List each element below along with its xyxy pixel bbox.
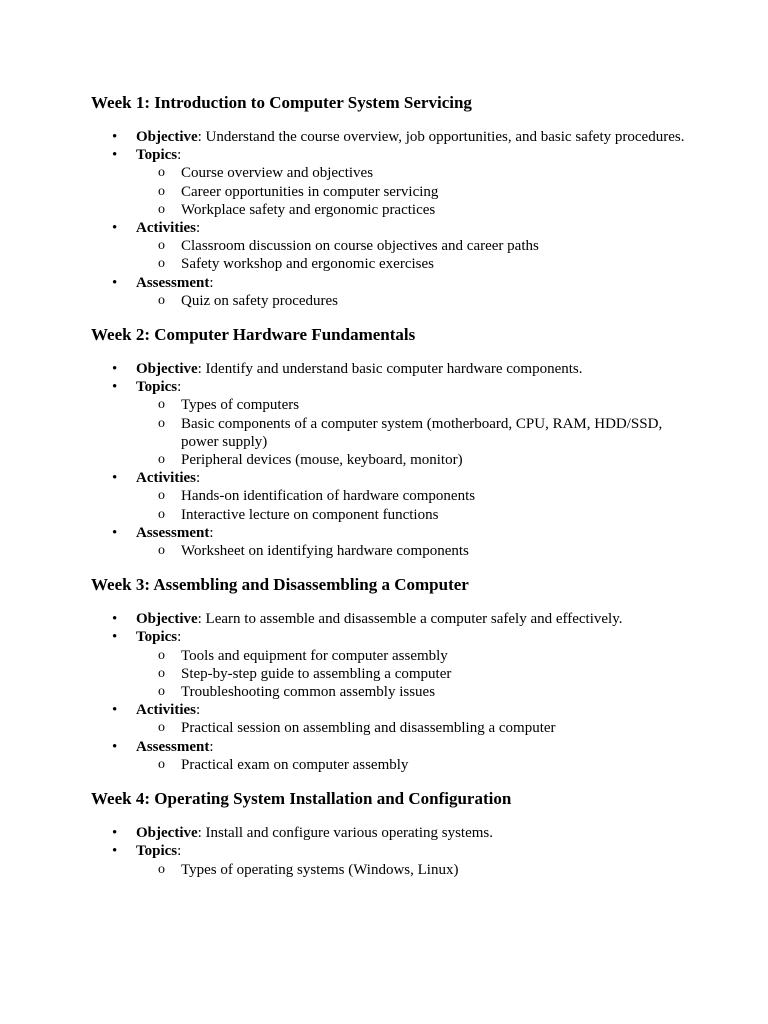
document-page xyxy=(91,92,691,893)
topics-item: • Topics: o Types of computers o Basic components of a computer system (motherboard, CPU, RAM, HDD/SSD, power supply) o Peripheral devices (mouse, keyboard, monitor) xyxy=(91,378,691,469)
list-item: o Tools and equipment for computer assembly xyxy=(136,647,691,665)
week-2-section xyxy=(91,324,691,560)
assessment-item: • Assessment: o Practical exam on computer assembly xyxy=(91,738,691,774)
list-item: o Practical session on assembling and disassembling a computer xyxy=(136,719,691,737)
list-item: o Hands-on identification of hardware components xyxy=(136,487,691,505)
objective-item xyxy=(91,128,691,146)
assessment-list xyxy=(136,756,691,774)
list-item: o Safety workshop and ergonomic exercises xyxy=(136,255,691,273)
list-item: o Basic components of a computer system (motherboard, CPU, RAM, HDD/SSD, power supply) xyxy=(136,415,691,451)
topics-item: • Topics: o Types of operating systems (Windows, Linux) xyxy=(91,842,691,878)
list-item: o Interactive lecture on component functions xyxy=(136,506,691,524)
list-item: o Practical exam on computer assembly xyxy=(136,756,691,774)
list-item: o Troubleshooting common assembly issues xyxy=(136,683,691,701)
list-item: o Classroom discussion on course objectives and career paths xyxy=(136,237,691,255)
list-item: o Course overview and objectives xyxy=(136,164,691,182)
week-heading: Week 4: Operating System Installation and Configuration xyxy=(91,789,512,809)
objective-label: Objective xyxy=(136,825,198,842)
section-list xyxy=(91,128,691,310)
list-item: o Worksheet on identifying hardware components xyxy=(136,542,691,560)
activities-list xyxy=(136,487,691,523)
objective-text: : Install and configure various operating systems. xyxy=(197,825,493,842)
topics-item: • Topics: o Course overview and objectives o Career opportunities in computer servicing o Workplace safety and ergonomic practices xyxy=(91,146,691,219)
objective-item xyxy=(91,610,691,628)
list-item: o Types of computers xyxy=(136,396,691,414)
week-heading: Week 2: Computer Hardware Fundamentals xyxy=(91,325,416,345)
week-1-section xyxy=(91,92,691,310)
assessment-list xyxy=(136,292,691,310)
objective-text: : Understand the course overview, job opportunities, and basic safety procedures. xyxy=(197,129,685,145)
topics-label: Topics xyxy=(136,379,178,396)
section-list xyxy=(91,360,691,560)
topics-item: • Topics: o Tools and equipment for computer assembly o Step-by-step guide to assembling a computer o Troubleshooting common assembly issues xyxy=(91,628,691,701)
activities-item: • Activities: o Hands-on identification of hardware components o Interactive lecture on component functions xyxy=(91,469,691,524)
week-3-section xyxy=(91,574,691,774)
assessment-label: Assessment xyxy=(136,524,210,541)
topics-label: Topics xyxy=(136,629,178,646)
activities-list xyxy=(136,719,691,737)
section-list xyxy=(91,824,691,879)
topics-list xyxy=(136,396,691,469)
activities-item: • Activities: o Practical session on assembling and disassembling a computer xyxy=(91,701,691,737)
objective-text: : Identify and understand basic computer hardware components. xyxy=(197,361,583,378)
activities-label: Activities xyxy=(136,470,196,487)
objective-item xyxy=(91,360,691,378)
activities-label: Activities xyxy=(136,702,196,719)
objective-label: Objective xyxy=(136,129,198,145)
list-item: o Workplace safety and ergonomic practices xyxy=(136,201,691,219)
week-heading: Week 1: Introduction to Computer System Servicing xyxy=(91,93,472,112)
topics-label: Topics xyxy=(136,147,178,164)
week-heading: Week 3: Assembling and Disassembling a Computer xyxy=(91,575,469,595)
list-item: o Types of operating systems (Windows, Linux) xyxy=(136,861,691,879)
list-item: o Step-by-step guide to assembling a computer xyxy=(136,665,691,683)
objective-label: Objective xyxy=(136,361,198,378)
activities-item: • Activities: o Classroom discussion on course objectives and career paths o Safety workshop and ergonomic exercises xyxy=(91,219,691,274)
topics-list xyxy=(136,647,691,702)
activities-list xyxy=(136,237,691,273)
topics-list xyxy=(136,861,691,879)
topics-label: Topics xyxy=(136,843,178,860)
assessment-label: Assessment xyxy=(136,274,210,291)
week-4-section xyxy=(91,788,691,879)
assessment-label: Assessment xyxy=(136,738,210,755)
assessment-list xyxy=(136,542,691,560)
section-list xyxy=(91,610,691,774)
objective-item xyxy=(91,824,691,842)
list-item: o Peripheral devices (mouse, keyboard, monitor) xyxy=(136,451,691,469)
objective-label: Objective xyxy=(136,611,198,628)
activities-label: Activities xyxy=(136,220,196,237)
topics-list xyxy=(136,164,691,219)
list-item: o Career opportunities in computer servicing xyxy=(136,183,691,201)
assessment-item: • Assessment: o Worksheet on identifying hardware components xyxy=(91,524,691,560)
objective-text: : Learn to assemble and disassemble a computer safely and effectively. xyxy=(197,611,623,628)
assessment-item: • Assessment: o Quiz on safety procedures xyxy=(91,274,691,310)
list-item: o Quiz on safety procedures xyxy=(136,292,691,310)
